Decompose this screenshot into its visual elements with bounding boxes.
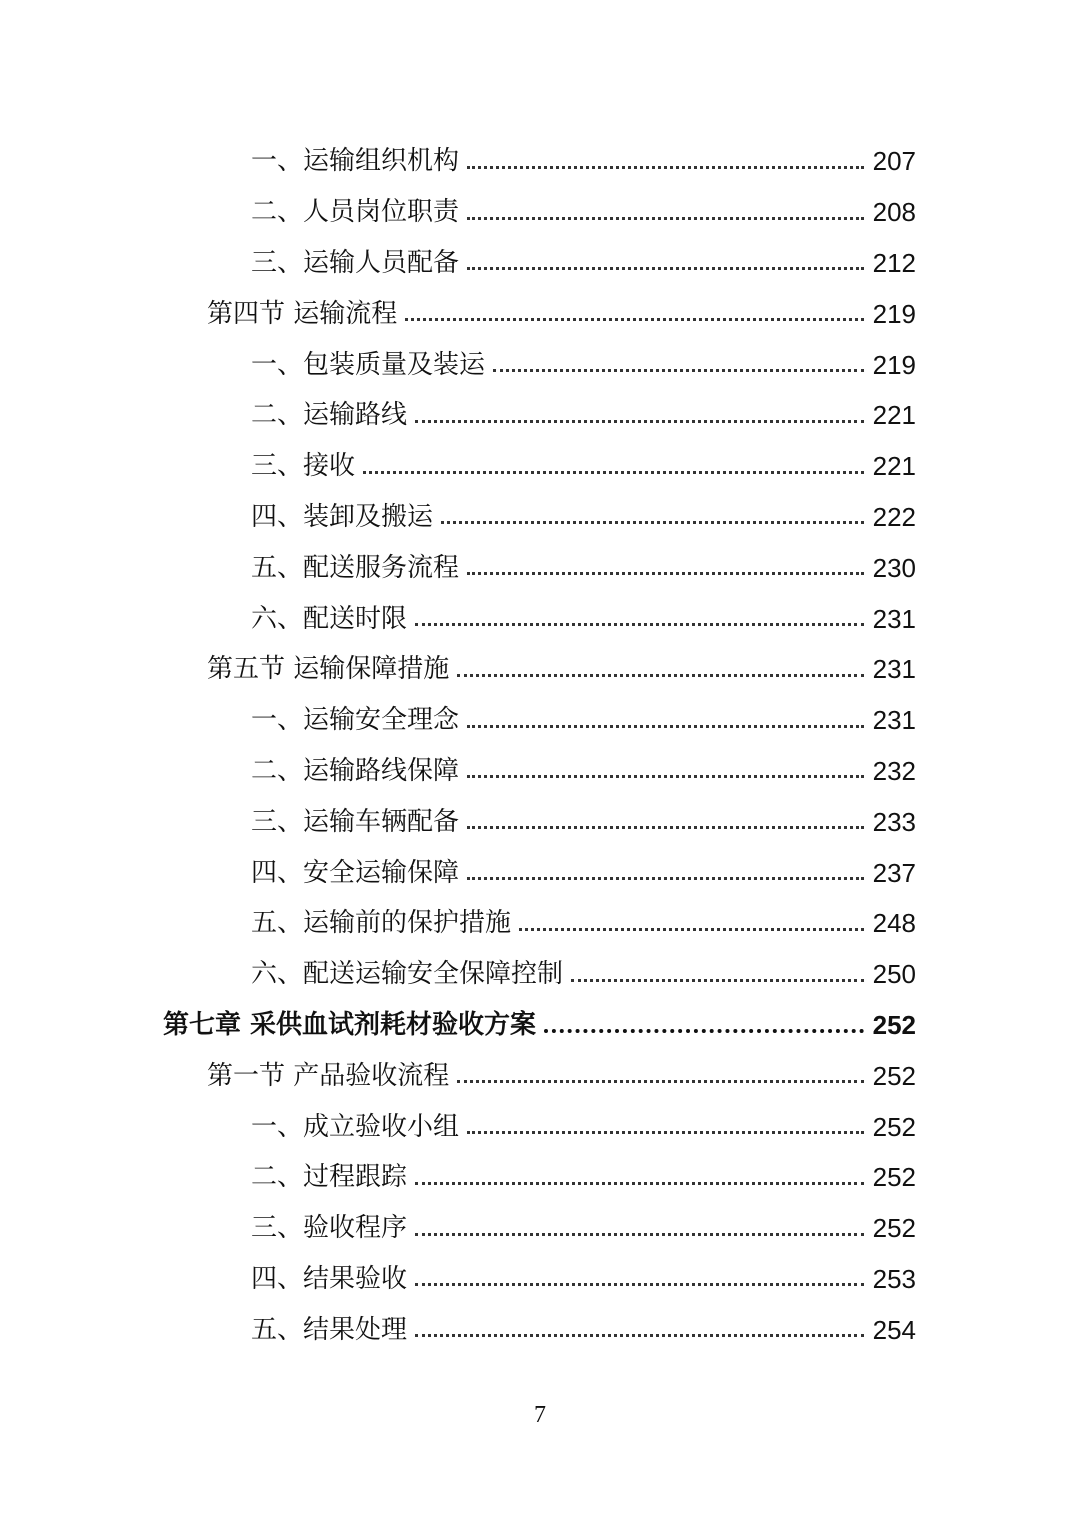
- toc-entry-title: 二、运输路线保障: [251, 755, 460, 786]
- dot-leader: [519, 902, 864, 931]
- dot-leader: [405, 292, 864, 321]
- toc-entry: [0, 492, 1080, 543]
- table-of-contents: [0, 136, 1080, 1355]
- toc-entry-page: 231: [872, 654, 916, 685]
- toc-entry-title: 第七章 采供血试剂耗材验收方案: [163, 1009, 537, 1040]
- toc-entry-title: 三、运输人员配备: [251, 247, 460, 278]
- toc-entry: [0, 390, 1080, 441]
- toc-section-entry: [0, 1050, 1080, 1101]
- toc-entry-page: 219: [872, 349, 916, 380]
- toc-entry-page: 231: [872, 705, 916, 736]
- dot-leader: [415, 597, 864, 626]
- toc-entry-title: 五、结果处理: [251, 1314, 408, 1345]
- toc-entry: [0, 441, 1080, 492]
- dot-leader: [457, 1054, 864, 1083]
- toc-entry-page: 222: [872, 501, 916, 532]
- dot-leader: [415, 1257, 864, 1286]
- toc-entry-title: 二、运输路线: [251, 400, 408, 431]
- toc-entry-title: 二、人员岗位职责: [251, 197, 460, 228]
- dot-leader: [571, 953, 864, 982]
- toc-entry: [0, 339, 1080, 390]
- toc-entry-page: 233: [872, 806, 916, 837]
- toc-entry: [0, 1254, 1080, 1305]
- toc-entry-page: 250: [872, 959, 916, 990]
- toc-entry-page: 212: [872, 247, 916, 278]
- dot-leader: [467, 800, 864, 829]
- toc-entry-title: 第一节 产品验收流程: [207, 1060, 450, 1091]
- toc-entry: [0, 593, 1080, 644]
- toc-entry-page: 248: [872, 908, 916, 939]
- toc-entry: [0, 949, 1080, 1000]
- dot-leader: [467, 699, 864, 728]
- toc-section-entry: [0, 644, 1080, 695]
- toc-entry-page: 253: [872, 1263, 916, 1294]
- toc-chapter-entry: [0, 1000, 1080, 1051]
- toc-entry-title: 一、包装质量及装运: [251, 349, 486, 380]
- toc-entry: [0, 238, 1080, 289]
- toc-entry-page: 252: [872, 1111, 916, 1142]
- dot-leader: [441, 495, 864, 524]
- toc-entry-page: 230: [872, 552, 916, 583]
- toc-entry-page: 252: [872, 1060, 916, 1091]
- dot-leader: [415, 394, 864, 423]
- toc-entry-page: 208: [872, 197, 916, 228]
- toc-entry-title: 六、配送运输安全保障控制: [251, 959, 564, 990]
- toc-entry-title: 一、运输组织机构: [251, 146, 460, 177]
- toc-entry-title: 四、结果验收: [251, 1263, 408, 1294]
- toc-entry-title: 五、配送服务流程: [251, 552, 460, 583]
- toc-entry-page: 237: [872, 857, 916, 888]
- toc-entry-title: 第五节 运输保障措施: [207, 654, 450, 685]
- toc-entry: [0, 1304, 1080, 1355]
- toc-entry-page: 254: [872, 1314, 916, 1345]
- toc-entry-title: 三、验收程序: [251, 1213, 408, 1244]
- toc-entry-title: 六、配送时限: [251, 603, 408, 634]
- toc-entry-title: 三、接收: [251, 451, 356, 482]
- toc-entry: [0, 136, 1080, 187]
- toc-entry: [0, 542, 1080, 593]
- dot-leader: [415, 1156, 864, 1185]
- dot-leader: [415, 1308, 864, 1337]
- dot-leader: [467, 140, 864, 169]
- toc-entry-title: 第四节 运输流程: [207, 298, 398, 329]
- toc-entry-page: 232: [872, 755, 916, 786]
- toc-entry: [0, 1152, 1080, 1203]
- toc-entry-title: 二、过程跟踪: [251, 1162, 408, 1193]
- toc-section-entry: [0, 288, 1080, 339]
- toc-entry-title: 四、安全运输保障: [251, 857, 460, 888]
- toc-entry-page: 252: [872, 1213, 916, 1244]
- dot-leader: [467, 241, 864, 270]
- page-number: 7: [534, 1402, 546, 1428]
- dot-leader: [415, 1207, 864, 1236]
- toc-entry: [0, 1203, 1080, 1254]
- toc-entry: [0, 187, 1080, 238]
- toc-entry: [0, 898, 1080, 949]
- dot-leader: [467, 749, 864, 778]
- toc-entry-title: 一、成立验收小组: [251, 1111, 460, 1142]
- toc-entry-page: 252: [872, 1009, 916, 1040]
- toc-entry: [0, 695, 1080, 746]
- toc-entry-page: 221: [872, 451, 916, 482]
- dot-leader: [467, 851, 864, 880]
- dot-leader: [544, 1003, 864, 1033]
- toc-entry-title: 四、装卸及搬运: [251, 501, 434, 532]
- dot-leader: [493, 343, 864, 372]
- dot-leader: [467, 546, 864, 575]
- toc-entry-title: 五、运输前的保护措施: [251, 908, 512, 939]
- toc-entry-page: 221: [872, 400, 916, 431]
- toc-entry: [0, 746, 1080, 797]
- toc-entry-page: 207: [872, 146, 916, 177]
- toc-entry: [0, 847, 1080, 898]
- toc-entry-title: 三、运输车辆配备: [251, 806, 460, 837]
- dot-leader: [467, 191, 864, 220]
- dot-leader: [457, 648, 864, 677]
- toc-entry-page: 231: [872, 603, 916, 634]
- dot-leader: [467, 1105, 864, 1134]
- dot-leader: [363, 445, 864, 474]
- toc-entry: [0, 796, 1080, 847]
- toc-entry-page: 219: [872, 298, 916, 329]
- toc-entry-page: 252: [872, 1162, 916, 1193]
- toc-entry-title: 一、运输安全理念: [251, 705, 460, 736]
- toc-entry: [0, 1101, 1080, 1152]
